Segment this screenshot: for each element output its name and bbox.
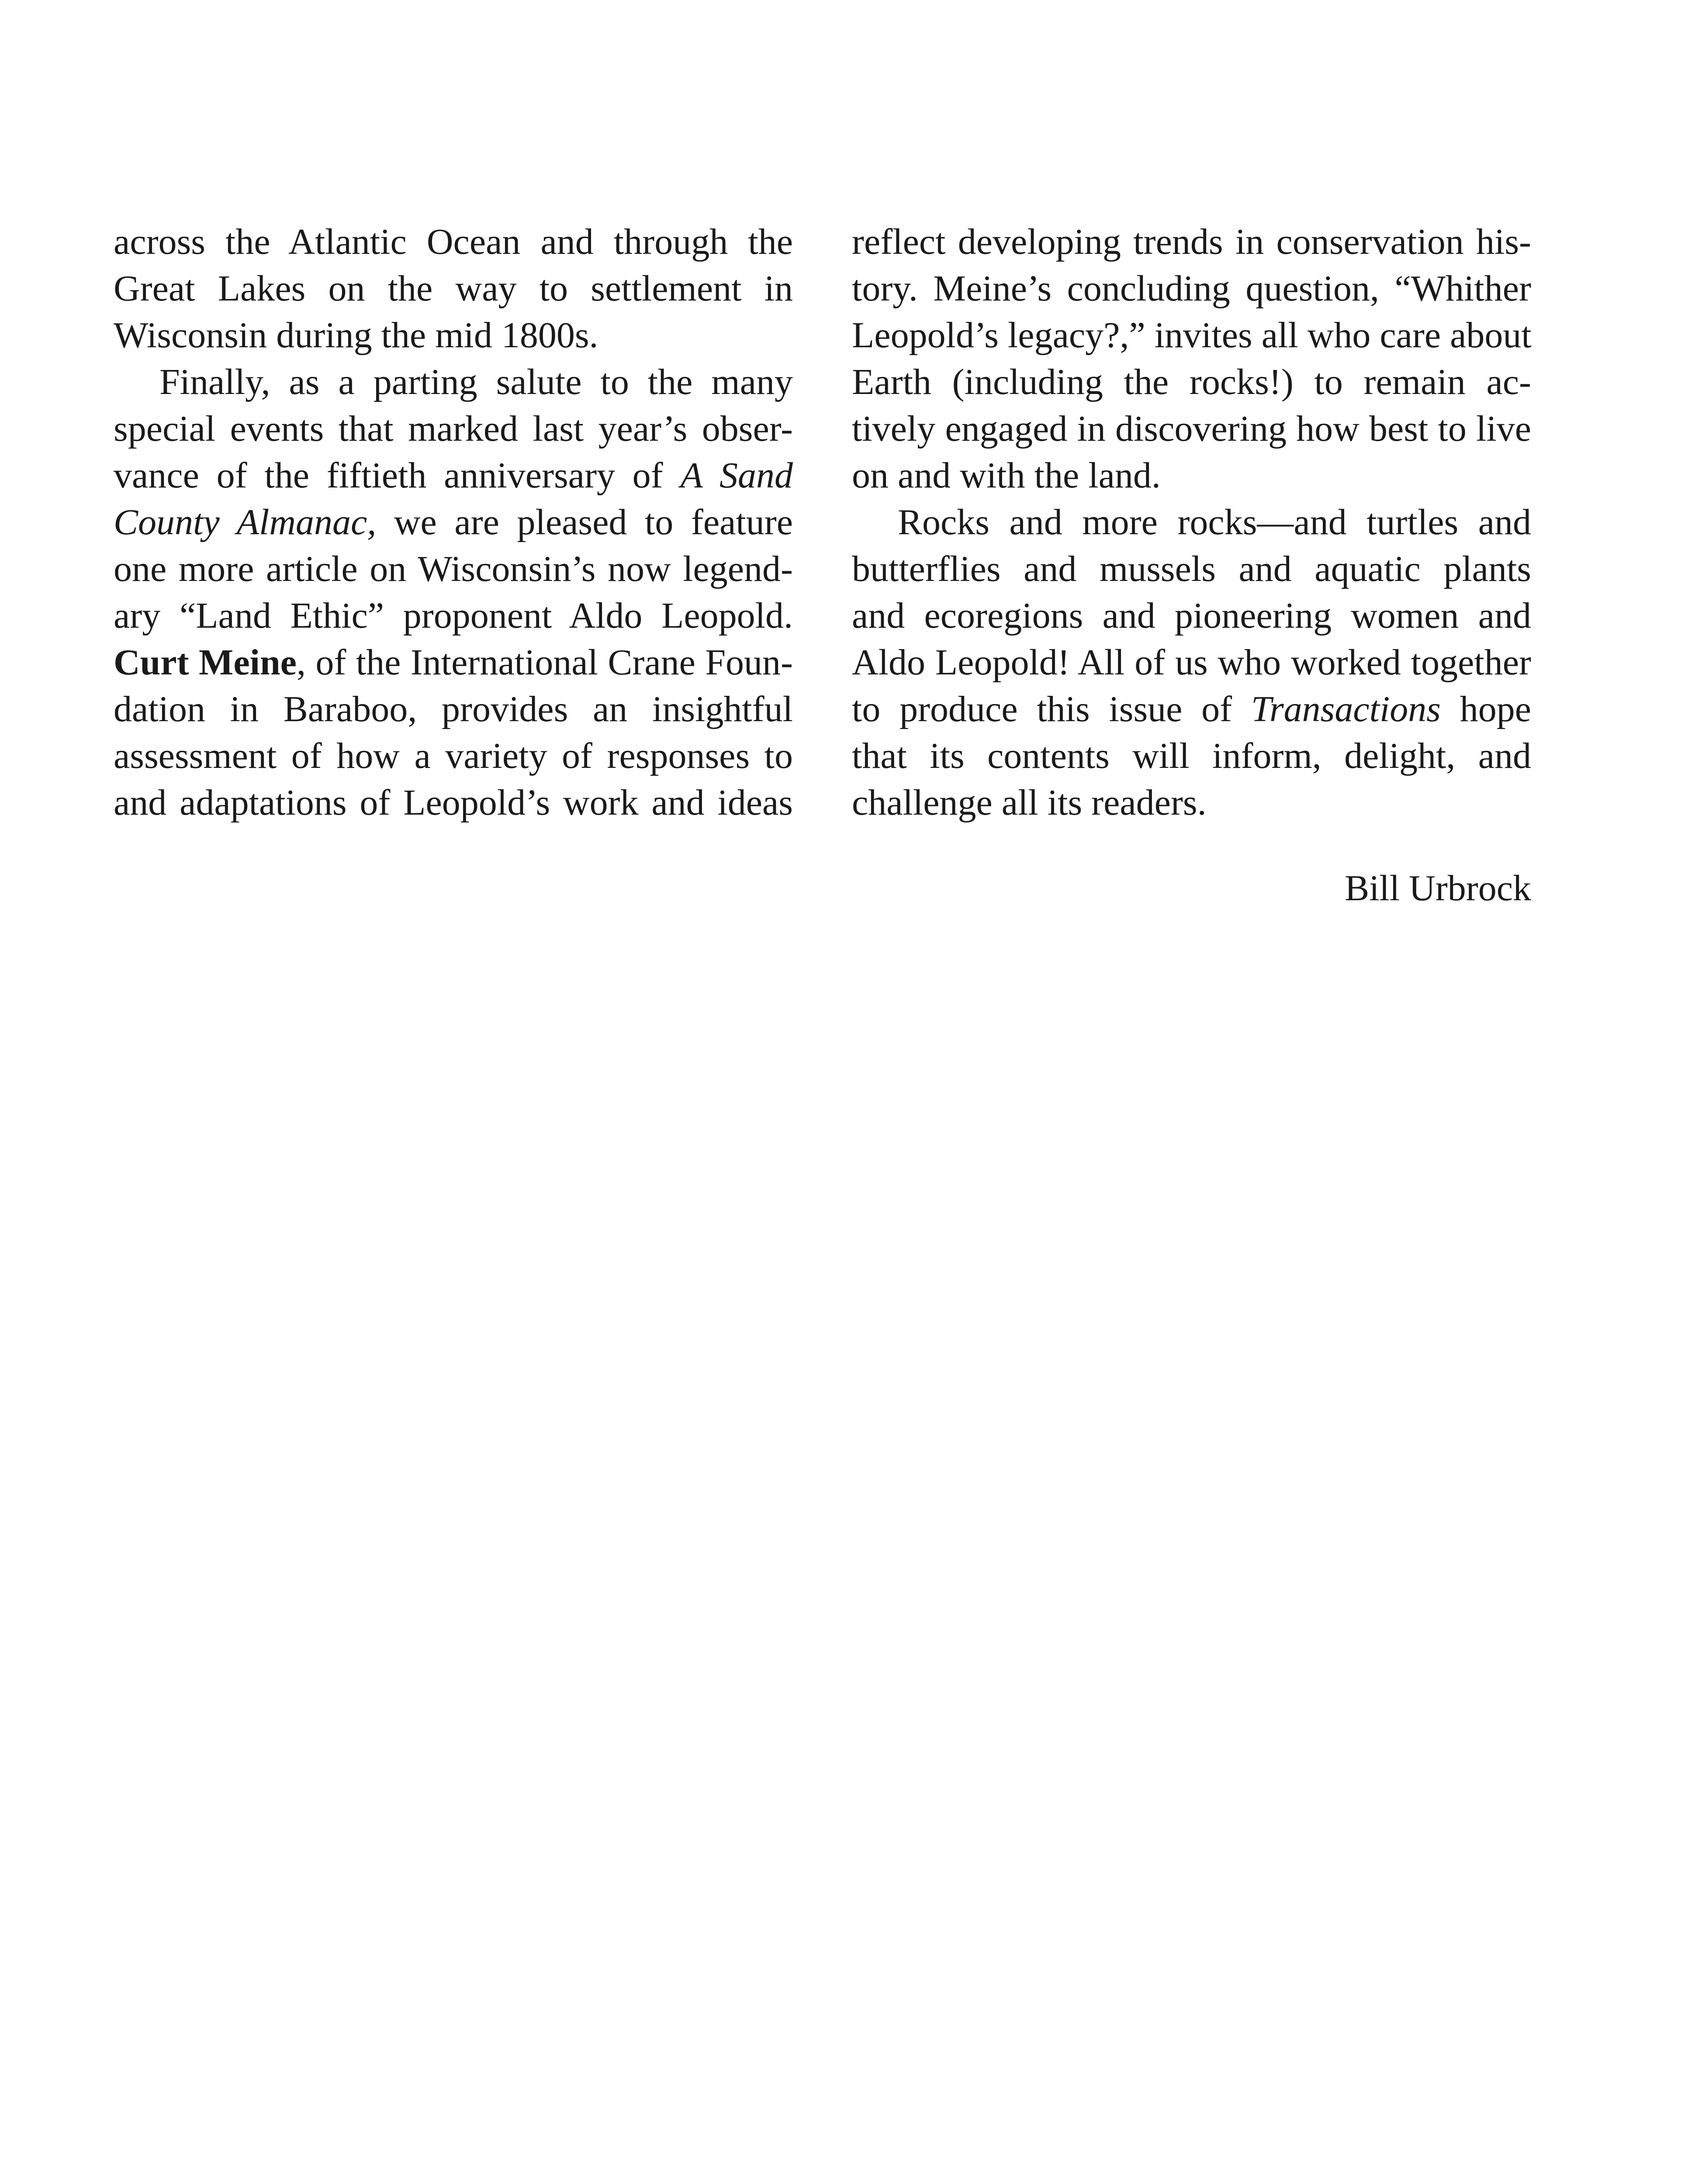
- text-line: [114, 639, 793, 686]
- text-line: Wisconsin during the mid 1800s.: [114, 315, 598, 356]
- text-line: tory. Meine’s concluding question, “Whither: [852, 268, 1531, 309]
- text-line: assessment of how a variety of responses to: [114, 736, 793, 776]
- book-title-italic: County Almanac,: [114, 502, 377, 543]
- text-line: one more article on Wisconsin’s now legend-: [114, 549, 793, 589]
- text-line: and adaptations of Leopold’s work and ideas: [114, 782, 793, 823]
- text-span: to produce this issue of: [852, 689, 1251, 729]
- text-span: hope: [1440, 689, 1531, 729]
- text-line: [114, 499, 793, 546]
- journal-title-italic: Transactions: [1251, 689, 1441, 729]
- text-line: tively engaged in discovering how best to live: [852, 408, 1531, 449]
- author-name-bold: Curt Meine: [114, 642, 297, 683]
- signature: Bill Urbrock: [1345, 868, 1531, 909]
- text-line: Rocks and more rocks—and turtles and: [898, 502, 1531, 543]
- text-span: we are pleased to feature: [376, 502, 793, 543]
- text-line: butterflies and mussels and aquatic plants: [852, 549, 1531, 589]
- right-column: [852, 218, 1531, 826]
- text-line: challenge all its readers.: [852, 782, 1207, 823]
- text-line: that its contents will inform, delight, and: [852, 736, 1531, 776]
- text-line: special events that marked last year’s obser-: [114, 408, 793, 449]
- text-line: and ecoregions and pioneering women and: [852, 595, 1531, 636]
- text-line: [114, 452, 793, 499]
- text-line: Finally, as a parting salute to the many: [159, 362, 793, 402]
- text-line: reflect developing trends in conservation his-: [852, 221, 1531, 262]
- text-line: dation in Baraboo, provides an insightful: [114, 689, 793, 729]
- book-title-italic: A Sand: [680, 455, 793, 496]
- text-line: Aldo Leopold! All of us who worked together: [852, 642, 1531, 683]
- text-line: [852, 686, 1531, 733]
- left-column: [114, 218, 793, 826]
- text-line: Leopold’s legacy?,” invites all who care about: [852, 315, 1532, 356]
- text-line: across the Atlantic Ocean and through the: [114, 221, 793, 262]
- text-line: on and with the land.: [852, 455, 1161, 496]
- text-span: , of the International Crane Foun-: [296, 642, 793, 683]
- text-line: Earth (including the rocks!) to remain ac-: [852, 362, 1531, 402]
- text-line: ary “Land Ethic” proponent Aldo Leopold.: [114, 595, 793, 636]
- text-span: vance of the fiftieth anniversary of: [114, 455, 681, 496]
- text-line: Great Lakes on the way to settlement in: [114, 268, 793, 309]
